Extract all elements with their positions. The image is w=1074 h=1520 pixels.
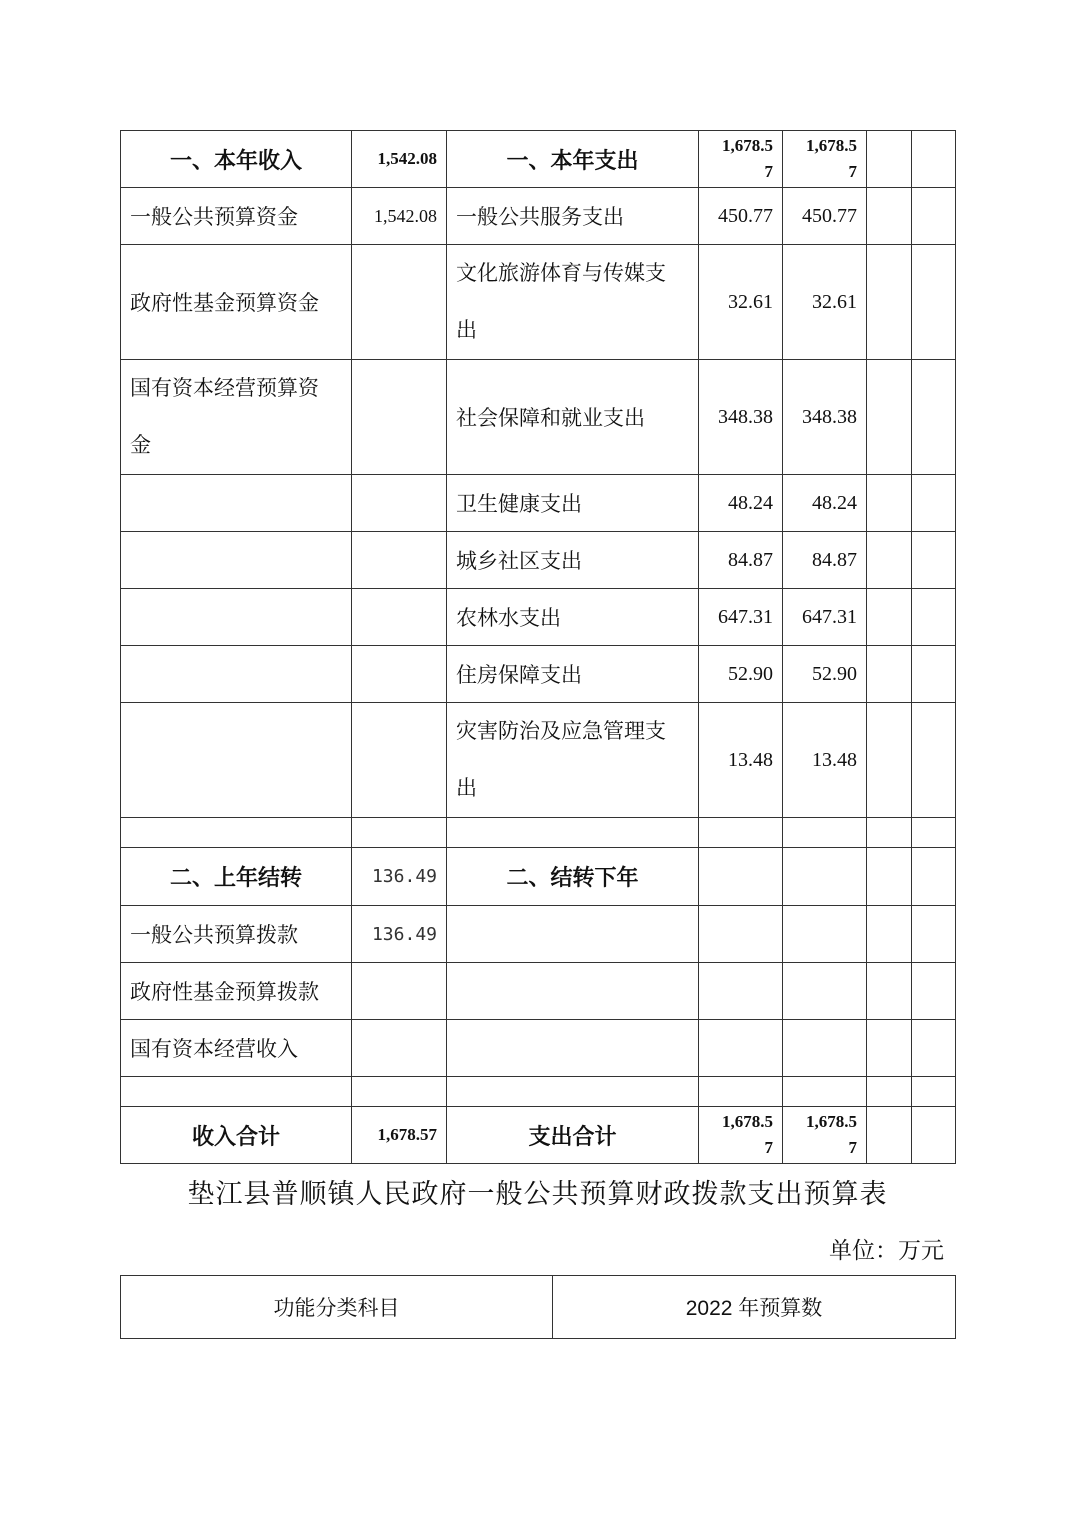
blank-cell [867, 818, 912, 848]
expense-item: 文化旅游体育与传媒支 出 [447, 245, 699, 360]
unit-label: 单位：万元 [829, 1238, 944, 1264]
blank-cell [912, 475, 956, 532]
blank-cell [912, 906, 956, 963]
blank-cell [912, 131, 956, 188]
blank-cell [912, 703, 956, 818]
income-amount [352, 818, 447, 848]
income-amount: 136.49 [352, 906, 447, 963]
expense-general-budget: 1,678.5 7 [783, 1107, 867, 1164]
blank-cell [912, 818, 956, 848]
blank-cell [867, 1077, 912, 1107]
blank-cell [867, 360, 912, 475]
expense-item: 灾害防治及应急管理支 出 [447, 703, 699, 818]
table-row [121, 818, 956, 848]
budget-summary-table [120, 130, 956, 1164]
blank-cell [867, 245, 912, 360]
expense-general-budget [783, 1077, 867, 1107]
expense-amount: 647.31 [699, 589, 783, 646]
table-row [121, 1107, 956, 1164]
expense-amount [699, 848, 783, 906]
blank-cell [867, 131, 912, 188]
income-amount: 1,678.57 [352, 1107, 447, 1164]
income-item: 一般公共预算拨款 [121, 906, 352, 963]
blank-cell [867, 188, 912, 245]
expense-amount: 32.61 [699, 245, 783, 360]
income-amount [352, 1077, 447, 1107]
blank-cell [867, 475, 912, 532]
blank-cell [912, 532, 956, 589]
income-item: 政府性基金预算拨款 [121, 963, 352, 1020]
expense-amount: 1,678.5 7 [699, 1107, 783, 1164]
expense-general-budget: 52.90 [783, 646, 867, 703]
blank-cell [912, 848, 956, 906]
expense-item: 城乡社区支出 [447, 532, 699, 589]
expense-amount: 450.77 [699, 188, 783, 245]
table-row [121, 1077, 956, 1107]
header-function-category: 功能分类科目 [121, 1276, 553, 1339]
income-amount: 136.49 [352, 848, 447, 906]
expense-general-budget [783, 848, 867, 906]
expense-general-budget: 450.77 [783, 188, 867, 245]
income-item: 收入合计 [121, 1107, 352, 1164]
blank-cell [867, 1107, 912, 1164]
income-item [121, 1077, 352, 1107]
expense-general-budget [783, 818, 867, 848]
blank-cell [912, 1077, 956, 1107]
income-amount [352, 703, 447, 818]
income-item [121, 646, 352, 703]
blank-cell [912, 245, 956, 360]
expense-amount: 84.87 [699, 532, 783, 589]
expense-amount: 348.38 [699, 360, 783, 475]
table-row [121, 963, 956, 1020]
expense-amount: 13.48 [699, 703, 783, 818]
income-amount [352, 475, 447, 532]
income-item: 一、本年收入 [121, 131, 352, 188]
table-header-row [121, 1276, 956, 1339]
expense-item: 支出合计 [447, 1107, 699, 1164]
table-row [121, 532, 956, 589]
expense-item [447, 818, 699, 848]
expense-general-budget [783, 1020, 867, 1077]
expense-item: 社会保障和就业支出 [447, 360, 699, 475]
expense-amount: 52.90 [699, 646, 783, 703]
income-amount: 1,542.08 [352, 131, 447, 188]
expense-amount [699, 818, 783, 848]
expense-item [447, 1077, 699, 1107]
expense-general-budget: 13.48 [783, 703, 867, 818]
table-row [121, 245, 956, 360]
blank-cell [867, 646, 912, 703]
income-item: 一般公共预算资金 [121, 188, 352, 245]
expense-general-budget: 84.87 [783, 532, 867, 589]
expense-item: 农林水支出 [447, 589, 699, 646]
blank-cell [912, 589, 956, 646]
expense-item [447, 906, 699, 963]
expense-general-budget: 32.61 [783, 245, 867, 360]
expense-amount [699, 1020, 783, 1077]
expense-item: 二、结转下年 [447, 848, 699, 906]
income-amount [352, 532, 447, 589]
expense-general-budget: 48.24 [783, 475, 867, 532]
income-item: 二、上年结转 [121, 848, 352, 906]
expense-amount: 48.24 [699, 475, 783, 532]
table-row [121, 1020, 956, 1077]
table-row [121, 646, 956, 703]
income-amount [352, 360, 447, 475]
expense-general-budget: 1,678.5 7 [783, 131, 867, 188]
income-item: 国有资本经营预算资 金 [121, 360, 352, 475]
blank-cell [867, 1020, 912, 1077]
blank-cell [912, 646, 956, 703]
expense-general-budget [783, 906, 867, 963]
table-title: 垫江县普顺镇人民政府一般公共预算财政拨款支出预算表 [187, 1179, 888, 1210]
expense-amount [699, 963, 783, 1020]
blank-cell [867, 848, 912, 906]
expense-general-budget: 348.38 [783, 360, 867, 475]
header-budget-2022: 2022 年预算数 [553, 1276, 956, 1339]
income-amount [352, 646, 447, 703]
table-row [121, 360, 956, 475]
income-amount [352, 963, 447, 1020]
table-row [121, 906, 956, 963]
expense-item: 一般公共服务支出 [447, 188, 699, 245]
table-row [121, 703, 956, 818]
income-item: 政府性基金预算资金 [121, 245, 352, 360]
income-amount [352, 245, 447, 360]
income-item [121, 475, 352, 532]
expense-amount [699, 906, 783, 963]
income-item [121, 532, 352, 589]
table-row [121, 589, 956, 646]
income-item [121, 589, 352, 646]
table-row [121, 188, 956, 245]
blank-cell [867, 963, 912, 1020]
blank-cell [912, 360, 956, 475]
income-item [121, 703, 352, 818]
expense-general-budget [783, 963, 867, 1020]
expense-amount [699, 1077, 783, 1107]
blank-cell [867, 532, 912, 589]
table-row [121, 475, 956, 532]
expense-item: 卫生健康支出 [447, 475, 699, 532]
blank-cell [867, 906, 912, 963]
expense-amount: 1,678.5 7 [699, 131, 783, 188]
blank-cell [912, 963, 956, 1020]
expense-item: 一、本年支出 [447, 131, 699, 188]
blank-cell [867, 703, 912, 818]
income-item: 国有资本经营收入 [121, 1020, 352, 1077]
table-row [121, 131, 956, 188]
table-row [121, 848, 956, 906]
function-classification-table [120, 1275, 956, 1339]
expense-item: 住房保障支出 [447, 646, 699, 703]
blank-cell [912, 1107, 956, 1164]
blank-cell [912, 1020, 956, 1077]
expense-item [447, 963, 699, 1020]
blank-cell [912, 188, 956, 245]
income-amount [352, 1020, 447, 1077]
income-amount: 1,542.08 [352, 188, 447, 245]
income-amount [352, 589, 447, 646]
expense-item [447, 1020, 699, 1077]
expense-general-budget: 647.31 [783, 589, 867, 646]
blank-cell [867, 589, 912, 646]
income-item [121, 818, 352, 848]
